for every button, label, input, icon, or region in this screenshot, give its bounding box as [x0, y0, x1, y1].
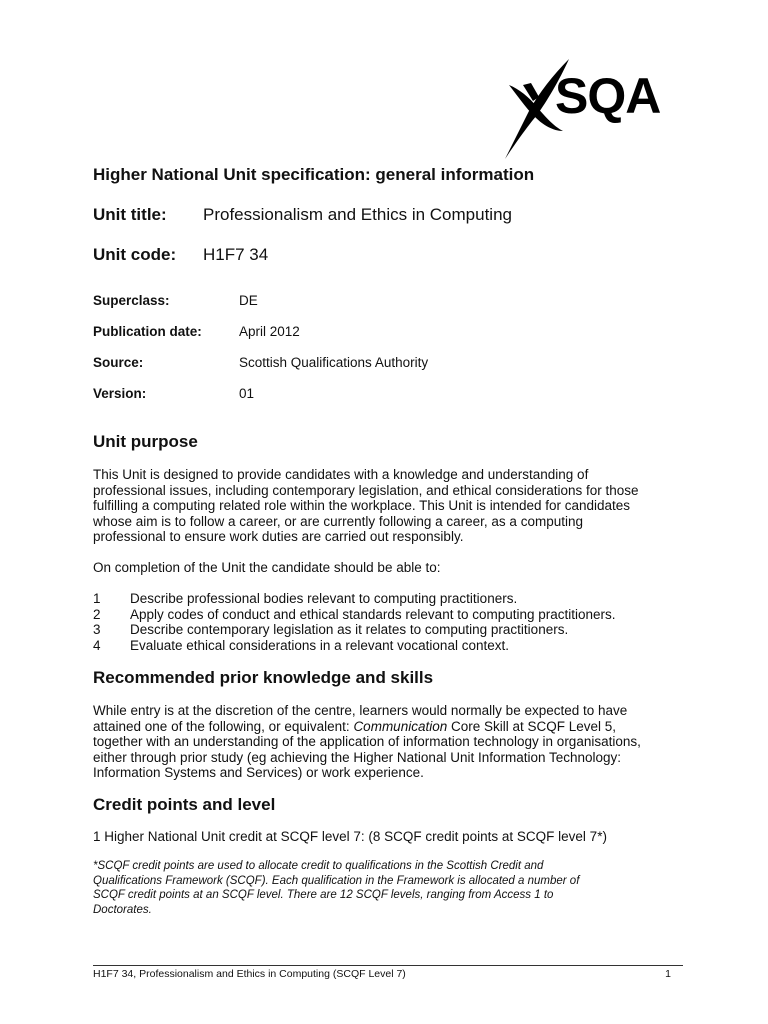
paragraph-line: professional to ensure work duties are carried out responsibly. [93, 529, 464, 544]
paragraph-line: whose aim is to follow a career, or are currently following a career, as a computing [93, 513, 583, 529]
footnote-line: SCQF credit points at an SCQF level. There are 12 SCQF levels, ranging from Access 1 to [93, 889, 554, 901]
outcome-text: Apply codes of conduct and ethical standards relevant to computing practitioners. [130, 606, 616, 622]
line-text: attained one of the following, or equivalent: [93, 718, 354, 734]
paragraph-line: either through prior study (eg achieving the Higher National Unit Information Technology: [93, 749, 622, 765]
unit-purpose-heading: Unit purpose [93, 432, 198, 451]
list-item [93, 607, 673, 623]
outcome-text: Describe professional bodies relevant to computing practitioners. [130, 591, 518, 606]
document-page [93, 0, 683, 1024]
paragraph-line: together with an understanding of the application of information technology in organisations, [93, 734, 641, 749]
sqa-logo [503, 55, 698, 165]
prior-knowledge-paragraph [93, 703, 673, 781]
line-text: Core Skill at SCQF Level 5, [447, 718, 617, 734]
meta-label: Superclass: [93, 293, 170, 308]
meta-value: DE [239, 293, 258, 308]
list-item [93, 638, 673, 654]
footer-divider [93, 965, 683, 966]
paragraph-line: fulfilling a computing related role within the workplace. This Unit is intended for candidates [93, 498, 631, 513]
unit-code-value: H1F7 34 [203, 245, 269, 264]
meta-label: Source: [93, 355, 144, 370]
meta-label: Publication date: [93, 324, 202, 339]
meta-label: Version: [93, 386, 147, 401]
outcomes-intro: On completion of the Unit the candidate should be able to: [93, 560, 441, 575]
page-number: 1 [665, 968, 671, 980]
paragraph-line: This Unit is designed to provide candidates with a knowledge and understanding of [93, 467, 589, 482]
footnote-line: Qualifications Framework (SCQF). Each qualification in the Framework is allocated a number of [93, 874, 580, 887]
credit-points-text: 1 Higher National Unit credit at SCQF level 7: (8 SCQF credit points at SCQF level 7*) [93, 829, 607, 844]
unit-code-label: Unit code: [93, 245, 177, 264]
paragraph-line: Information Systems and Services) or work experience. [93, 765, 424, 780]
outcome-number: 1 [93, 591, 101, 606]
document-heading: Higher National Unit specification: general information [93, 165, 535, 184]
outcome-text: Describe contemporary legislation as it relates to computing practitioners. [130, 622, 569, 637]
footnote-line: Doctorates. [93, 903, 152, 916]
prior-knowledge-heading: Recommended prior knowledge and skills [93, 668, 434, 687]
paragraph-line: While entry is at the discretion of the centre, learners would normally be expected to have [93, 703, 628, 718]
unit-title-value: Professionalism and Ethics in Computing [203, 205, 512, 224]
list-item [93, 622, 673, 638]
credit-points-heading: Credit points and level [93, 795, 276, 814]
unit-purpose-paragraph [93, 467, 673, 545]
scqf-footnote [93, 859, 653, 917]
list-item [93, 591, 673, 607]
paragraph-line: professional issues, including contemporary legislation, and ethical considerations for those [93, 482, 639, 498]
footnote-line: *SCQF credit points are used to allocate credit to qualifications in the Scottish Credit and [93, 860, 544, 872]
italic-text: Communication [353, 718, 448, 734]
outcome-number: 4 [93, 637, 101, 653]
outcome-number: 2 [93, 606, 101, 622]
outcome-text: Evaluate ethical considerations in a relevant vocational context. [130, 637, 509, 653]
sqa-logo-text: SQA [555, 68, 661, 124]
meta-value: 01 [239, 386, 255, 401]
unit-title-label: Unit title: [93, 205, 167, 224]
outcome-number: 3 [93, 622, 101, 637]
footer-text: H1F7 34, Professionalism and Ethics in Computing (SCQF Level 7) [93, 968, 406, 980]
paragraph-line [93, 719, 673, 735]
meta-value: April 2012 [239, 324, 300, 339]
meta-value: Scottish Qualifications Authority [239, 355, 429, 370]
outcomes-list [93, 591, 673, 653]
